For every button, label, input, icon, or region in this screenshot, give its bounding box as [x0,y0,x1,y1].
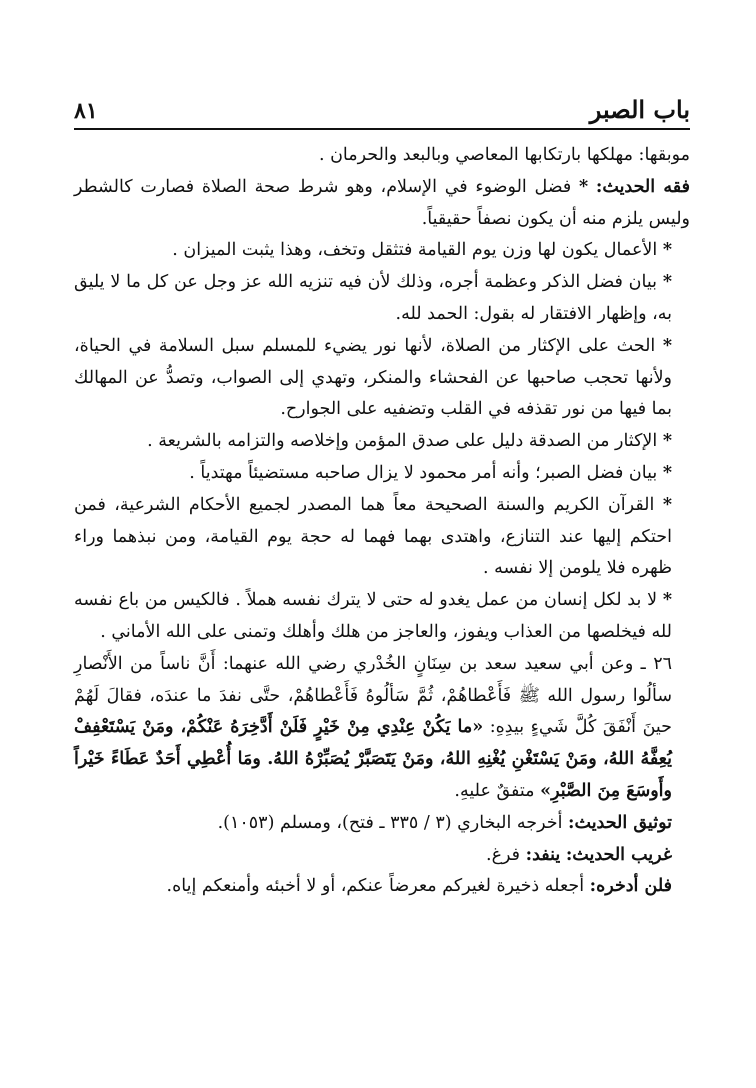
paragraph-gharib [74,840,690,872]
paragraph-text: فضل الوضوء في الإسلام، وهو شرط صحة الصلاة فصارت كالشطر وليس يلزم منه أن يكون نصفاً حقيقياً. [74,176,690,229]
paragraph-text: موبقها: مهلكها بارتكابها المعاصي وبالبعد والحرمان . [318,145,690,165]
chapter-title: باب الصبر [589,95,690,124]
gharib-term: فلن أدخره: [589,876,672,897]
paragraph-gharib-definition [74,871,690,903]
bullet-star: * [662,462,672,483]
paragraph-vocabulary [74,140,690,172]
hadith-text: «ما يَكُنْ عِنْدِي مِنْ خَيْرٍ فَلَنْ أَدَّخِرَهُ عَنْكُمْ، ومَنْ يَسْتَعْفِفْ يُعِفَّهُ اللهُ، ومَنْ يَسْتَغْنِ يُغْنِهِ اللهُ، ومَنْ يَتَصَبَّرْ يُصَبِّرْهُ اللهُ. ومَا أُعْطِي أَحَدٌ عَطَاءً خَيْراً وأَوسَعَ مِنَ الصَّبْرِ» [74,717,672,801]
bullet-star: * [662,240,672,261]
paragraph-bullet [74,458,690,490]
bullet-star: * [662,494,672,515]
paragraph-text: لا بد لكل إنسان من عمل يغدو له حتى لا يترك نفسه هملاً . فالكيس من باع نفسه لله فيخلصها من العذاب ويفوز، والعاجز من هلك وأهلك وتمنى على الله الأماني . [74,590,672,642]
paragraph-bullet [74,426,690,458]
paragraph-bullet [74,331,690,426]
paragraph-text: الإكثار من الصدقة دليل على صدق المؤمن وإخلاصه والتزامه بالشريعة . [147,431,658,452]
paragraph-bullet [74,235,690,267]
gharib-term: ينفد: [525,844,561,865]
paragraph-text: بيان فضل الصبر؛ وأنه أمر محمود لا يزال صاحبه مستضيئاً مهتدياً . [189,462,658,483]
paragraph-text: القرآن الكريم والسنة الصحيحة معاً هما المصدر لجميع الأحكام الشرعية، فمن احتكم إليها عند التنازع، واهتدى بهما فهما له حجة يوم القيامة، ومن نبذهما وراء ظهره فلا يلومن إلا نفسه . [74,494,672,579]
paragraph-text: بيان فضل الذكر وعظمة أجره، وذلك لأن فيه تنزيه الله عز وجل عن كل ما لا يليق به، وإظهار الافتقار له بقول: الحمد لله. [74,272,672,324]
paragraph-text: فرغ. [486,844,521,865]
page-body [74,140,690,903]
bullet-star: * [662,335,672,356]
paragraph-text: الحث على الإكثار من الصلاة، لأنها نور يضيء للمسلم سبل السلامة في الحياة، ولأنها تحجب صاحبها عن الفحشاء والمنكر، وتهدي إلى الصواب، وتصدُّ عن المهالك بما فيها من نور تقذفه في القلب وتضفيه على الجوارح. [74,335,672,420]
bullet-star: * [662,431,672,452]
section-heading-documentation: توثيق الحديث: [568,812,672,833]
section-heading-fiqh: فقه الحديث: [595,176,690,197]
paragraph-fiqh-heading [74,172,690,236]
bullet-star: * [662,590,672,611]
page-number: ٨١ [74,98,98,124]
paragraph-bullet [74,490,690,585]
paragraph-documentation [74,808,690,840]
hadith-paragraph [74,649,690,808]
paragraph-text: أخرجه البخاري (٣ / ٣٣٥ ـ فتح)، ومسلم (١٠٥٣). [217,812,563,833]
bullet-star: * [662,272,672,293]
paragraph-text: أجعله ذخيرة لغيركم معرضاً عنكم، أو لا أخبئه وأمنعكم إياه. [166,876,585,897]
hadith-source: متفقٌ عليهِ. [454,780,541,801]
section-heading-gharib: غريب الحديث: [565,844,672,865]
paragraph-bullet [74,585,690,649]
hadith-narration: ٢٦ ـ وعن أبي سعيد سعد بن سِنَانٍ الخُدْري رضي الله عنهما: أَنَّ ناساً من الأَنْصارِ سألُوا رسول الله ﷺ فَأَعْطاهُمْ، ثُمَّ سَألُوهُ فَأَعْطاهُمْ، حتَّى نفدَ ما عندَه، فقالَ لَهُمْ حينَ أَنْفَقَ كُلَّ شَيءٍ بيدِهِ: [74,653,672,738]
page-header [74,88,690,130]
paragraph-bullet [74,267,690,331]
paragraph-text: الأعمال يكون لها وزن يوم القيامة فتثقل وتخف، وهذا يثبت الميزان . [172,240,658,261]
bullet-star: * [579,176,589,197]
